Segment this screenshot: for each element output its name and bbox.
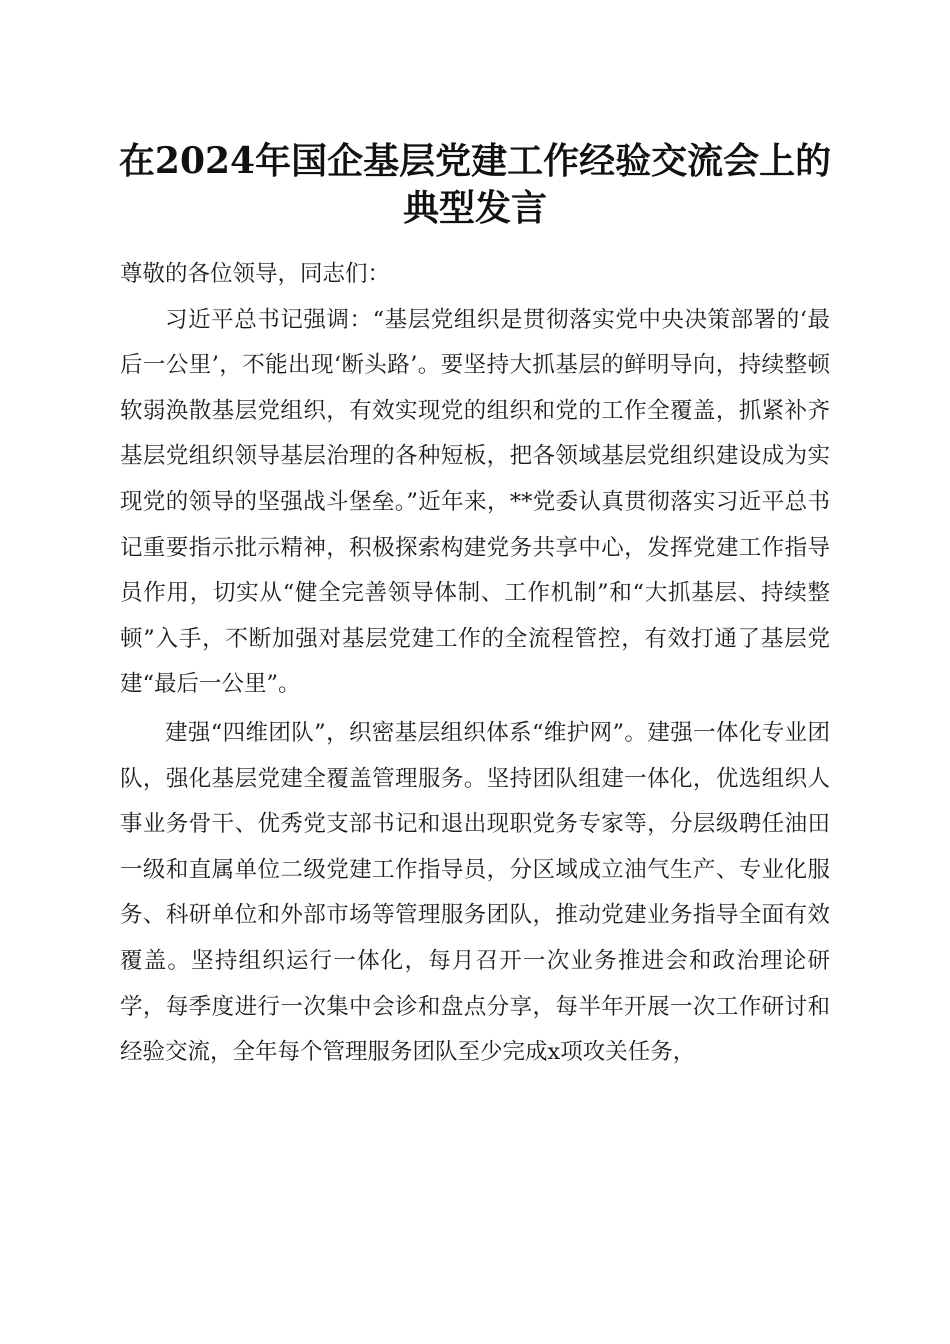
- greeting: 尊敬的各位领导，同志们：: [120, 261, 391, 287]
- paragraph-intro: 习近平总书记强调：“基层党组织是贯彻落实党中央决策部署的‘最后一公里’，不能出现‘断头路’。要坚持大抓基层的鲜明导向，持续整顿软弱涣散基层党组织，有效实现党的组织和党的工作全覆盖，抓紧补齐基层党组织领导基层治理的各种短板，把各领域基层党组织建设成为实现党的领导的坚强战斗堡垒。”近年来，**党委认真贯彻落实习近平总书记重要指示批示精神，积极探索构建党务共享中心，发挥党建工作指导员作用，切实从“健全完善领导体制、工作机制”和“大抓基层、持续整顿”入手，不断加强对基层党建工作的全流程管控，有效打通了基层党建“最后一公里”。: [120, 306, 830, 698]
- document-title-line-1: 在2024年国企基层党建工作经验交流会上的: [118, 140, 832, 182]
- document-title-line-2: 典型发言: [402, 187, 547, 229]
- paragraph-four-dimension-team: 建强“四维团队”，织密基层组织体系“维护网”。建强一体化专业团队，强化基层党建全覆盖管理服务。坚持团队组建一体化，优选组织人事业务骨干、优秀党支部书记和退出现职党务专家等，分层级聘任油田一级和直属单位二级党建工作指导员，分区域成立油气生产、专业化服务、科研单位和外部市场等管理服务团队，推动党建业务指导全面有效覆盖。坚持组织运行一体化，每月召开一次业务推进会和政治理论研学，每季度进行一次集中会诊和盘点分享，每半年开展一次工作研讨和经验交流，全年每个管理服务团队至少完成x项攻关任务，: [120, 719, 830, 1066]
- document-body: [120, 252, 830, 1076]
